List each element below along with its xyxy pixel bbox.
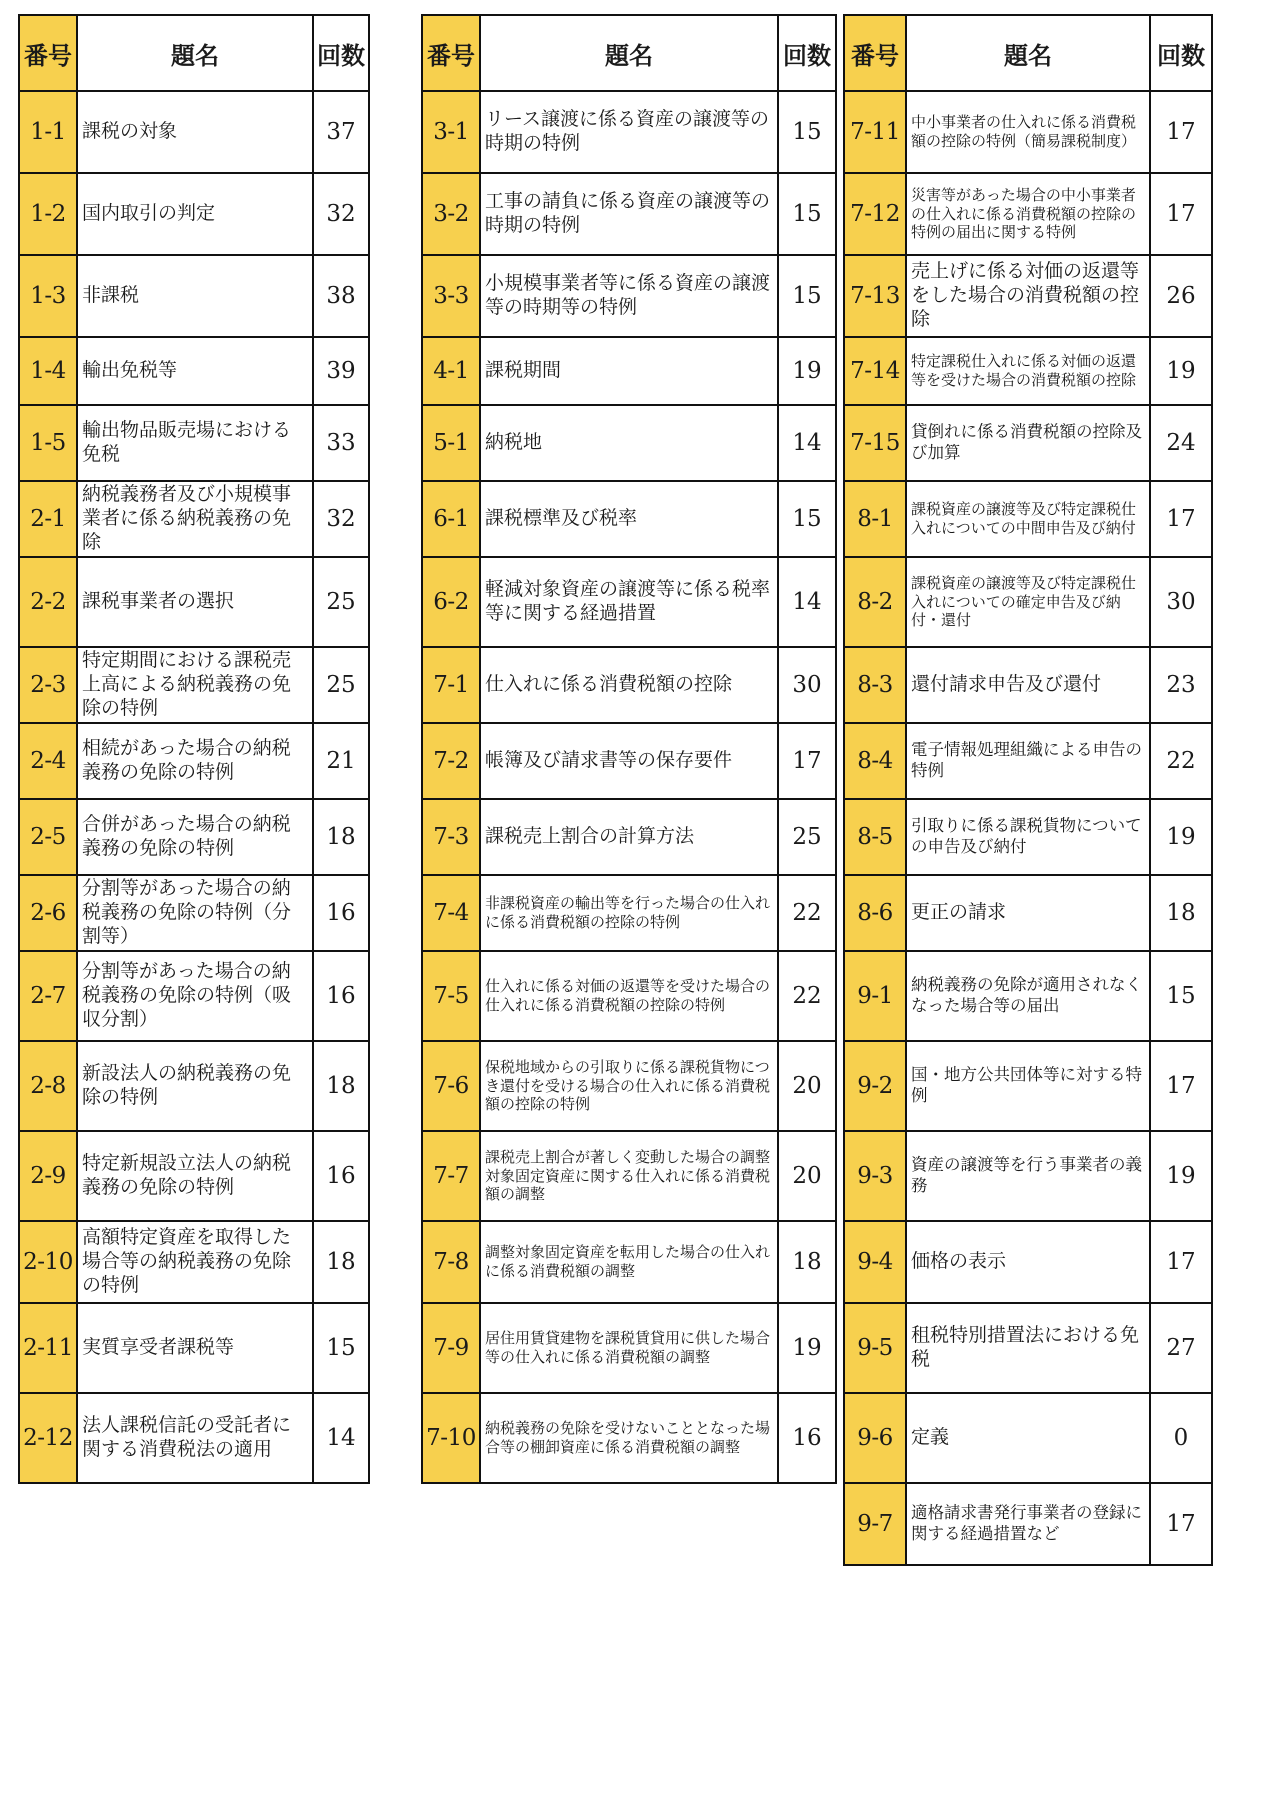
row-number: 1-5 [19,405,77,481]
topics-table [421,14,837,1484]
row-title: 資産の譲渡等を行う事業者の義務 [906,1131,1150,1221]
row-title: 相続があった場合の納税義務の免除の特例 [77,723,313,799]
table-row [422,647,836,723]
row-count: 17 [778,723,836,799]
row-count: 27 [1150,1303,1212,1393]
row-count: 15 [778,173,836,255]
table-row [844,1131,1212,1221]
row-count: 17 [1150,91,1212,173]
table-row [19,1303,369,1393]
row-number: 2-7 [19,951,77,1041]
row-number: 1-2 [19,173,77,255]
row-count: 30 [1150,557,1212,647]
table-row [422,91,836,173]
row-title: 災害等があった場合の中小事業者の仕入れに係る消費税額の控除の特例の届出に関する特例 [906,173,1150,255]
row-number: 8-3 [844,647,906,723]
row-count: 16 [313,951,369,1041]
row-title: 還付請求申告及び還付 [906,647,1150,723]
row-number: 5-1 [422,405,480,481]
table-row [19,173,369,255]
row-number: 2-12 [19,1393,77,1483]
row-count: 19 [778,337,836,405]
table-row [19,337,369,405]
table-row [422,723,836,799]
table-column-1 [18,14,370,1484]
row-number: 3-3 [422,255,480,337]
row-title: 非課税資産の輸出等を行った場合の仕入れに係る消費税額の控除の特例 [480,875,778,951]
row-number: 3-2 [422,173,480,255]
row-number: 7-7 [422,1131,480,1221]
table-row [19,951,369,1041]
row-count: 17 [1150,1221,1212,1303]
row-count: 32 [313,173,369,255]
row-number: 2-11 [19,1303,77,1393]
row-number: 2-3 [19,647,77,723]
row-number: 7-4 [422,875,480,951]
row-count: 24 [1150,405,1212,481]
row-number: 9-5 [844,1303,906,1393]
row-title: 課税標準及び税率 [480,481,778,557]
table-row [19,723,369,799]
row-number: 2-1 [19,481,77,557]
row-title: 租税特別措置法における免税 [906,1303,1150,1393]
table-row [844,337,1212,405]
row-title: 価格の表示 [906,1221,1150,1303]
row-number: 7-13 [844,255,906,337]
row-title: 帳簿及び請求書等の保存要件 [480,723,778,799]
row-number: 6-2 [422,557,480,647]
row-title: 納税地 [480,405,778,481]
table-row [19,1131,369,1221]
table-row [422,405,836,481]
row-title: 合併があった場合の納税義務の免除の特例 [77,799,313,875]
row-count: 18 [313,1221,369,1303]
table-row [422,1393,836,1483]
row-title: 特定課税仕入れに係る対価の返還等を受けた場合の消費税額の控除 [906,337,1150,405]
row-number: 1-4 [19,337,77,405]
table-row [19,405,369,481]
header-count: 回数 [313,15,369,91]
table-column-3 [843,14,1213,1566]
row-count: 22 [1150,723,1212,799]
table-row [19,557,369,647]
row-count: 25 [778,799,836,875]
table-row [844,91,1212,173]
topics-table [843,14,1213,1566]
row-number: 9-3 [844,1131,906,1221]
header-title: 題名 [906,15,1150,91]
row-title: 工事の請負に係る資産の譲渡等の時期の特例 [480,173,778,255]
row-count: 14 [778,405,836,481]
row-number: 9-6 [844,1393,906,1483]
row-title: 課税資産の譲渡等及び特定課税仕入れについての中間申告及び納付 [906,481,1150,557]
table-row [844,557,1212,647]
row-number: 3-1 [422,91,480,173]
table-row [422,951,836,1041]
row-count: 18 [313,799,369,875]
topics-table [18,14,370,1484]
row-title: 新設法人の納税義務の免除の特例 [77,1041,313,1131]
row-number: 9-4 [844,1221,906,1303]
row-count: 30 [778,647,836,723]
table-row [844,951,1212,1041]
row-count: 19 [1150,1131,1212,1221]
row-number: 7-11 [844,91,906,173]
row-number: 7-10 [422,1393,480,1483]
row-number: 8-1 [844,481,906,557]
row-title: 課税の対象 [77,91,313,173]
row-title: 更正の請求 [906,875,1150,951]
table-row [844,173,1212,255]
header-number: 番号 [422,15,480,91]
table-row [422,1041,836,1131]
row-number: 7-15 [844,405,906,481]
row-number: 9-2 [844,1041,906,1131]
row-count: 19 [1150,337,1212,405]
table-row [844,255,1212,337]
table-row [844,1041,1212,1131]
table-row [844,647,1212,723]
table-row [422,481,836,557]
row-title: 特定期間における課税売上高による納税義務の免除の特例 [77,647,313,723]
row-number: 9-7 [844,1483,906,1565]
row-title: 引取りに係る課税貨物についての申告及び納付 [906,799,1150,875]
row-title: 分割等があった場合の納税義務の免除の特例（分割等） [77,875,313,951]
row-count: 15 [778,481,836,557]
table-row [19,1041,369,1131]
row-number: 9-1 [844,951,906,1041]
row-title: 非課税 [77,255,313,337]
row-title: 調整対象固定資産を転用した場合の仕入れに係る消費税額の調整 [480,1221,778,1303]
table-row [422,1221,836,1303]
table-row [422,1131,836,1221]
row-number: 8-4 [844,723,906,799]
row-count: 16 [778,1393,836,1483]
table-row [844,723,1212,799]
row-title: 納税義務者及び小規模事業者に係る納税義務の免除 [77,481,313,557]
row-count: 32 [313,481,369,557]
row-count: 18 [1150,875,1212,951]
row-title: 貸倒れに係る消費税額の控除及び加算 [906,405,1150,481]
row-title: 課税事業者の選択 [77,557,313,647]
header-number: 番号 [19,15,77,91]
table-row [19,875,369,951]
row-number: 7-2 [422,723,480,799]
table-row [422,173,836,255]
table-header-row [19,15,369,91]
row-title: 納税義務の免除を受けないこととなった場合等の棚卸資産に係る消費税額の調整 [480,1393,778,1483]
row-title: 定義 [906,1393,1150,1483]
table-row [19,255,369,337]
row-number: 1-1 [19,91,77,173]
table-row [422,875,836,951]
row-title: リース譲渡に係る資産の譲渡等の時期の特例 [480,91,778,173]
row-count: 16 [313,875,369,951]
row-count: 18 [313,1041,369,1131]
row-count: 39 [313,337,369,405]
row-count: 17 [1150,1041,1212,1131]
row-count: 14 [778,557,836,647]
table-row [844,1221,1212,1303]
row-title: 国内取引の判定 [77,173,313,255]
row-number: 2-8 [19,1041,77,1131]
row-count: 26 [1150,255,1212,337]
row-number: 7-6 [422,1041,480,1131]
row-title: 分割等があった場合の納税義務の免除の特例（吸収分割） [77,951,313,1041]
row-count: 17 [1150,1483,1212,1565]
row-count: 25 [313,647,369,723]
header-title: 題名 [77,15,313,91]
row-count: 15 [1150,951,1212,1041]
row-count: 22 [778,875,836,951]
row-count: 18 [778,1221,836,1303]
table-row [422,799,836,875]
row-title: 仕入れに係る消費税額の控除 [480,647,778,723]
row-number: 7-5 [422,951,480,1041]
row-number: 8-2 [844,557,906,647]
table-row [844,875,1212,951]
row-number: 7-14 [844,337,906,405]
row-title: 課税売上割合の計算方法 [480,799,778,875]
row-title: 輸出物品販売場における免税 [77,405,313,481]
table-row [844,1303,1212,1393]
table-row [422,255,836,337]
row-count: 16 [313,1131,369,1221]
table-column-2 [421,14,837,1484]
row-number: 2-6 [19,875,77,951]
table-row [19,799,369,875]
row-count: 37 [313,91,369,173]
row-count: 38 [313,255,369,337]
row-title: 特定新規設立法人の納税義務の免除の特例 [77,1131,313,1221]
row-count: 19 [1150,799,1212,875]
row-title: 中小事業者の仕入れに係る消費税額の控除の特例（簡易課税制度） [906,91,1150,173]
row-title: 小規模事業者等に係る資産の譲渡等の時期等の特例 [480,255,778,337]
row-count: 15 [778,255,836,337]
table-row [19,1393,369,1483]
row-title: 仕入れに係る対価の返還等を受けた場合の仕入れに係る消費税額の控除の特例 [480,951,778,1041]
row-number: 8-5 [844,799,906,875]
row-count: 20 [778,1131,836,1221]
row-title: 国・地方公共団体等に対する特例 [906,1041,1150,1131]
row-title: 納税義務の免除が適用されなくなった場合等の届出 [906,951,1150,1041]
row-number: 1-3 [19,255,77,337]
row-number: 8-6 [844,875,906,951]
row-count: 15 [313,1303,369,1393]
row-title: 課税期間 [480,337,778,405]
header-count: 回数 [778,15,836,91]
row-number: 7-3 [422,799,480,875]
table-row [422,1303,836,1393]
header-count: 回数 [1150,15,1212,91]
row-number: 2-10 [19,1221,77,1303]
table-row [844,1483,1212,1565]
row-number: 2-4 [19,723,77,799]
row-count: 15 [778,91,836,173]
row-number: 7-12 [844,173,906,255]
row-count: 17 [1150,481,1212,557]
row-count: 23 [1150,647,1212,723]
row-title: 軽減対象資産の譲渡等に係る税率等に関する経過措置 [480,557,778,647]
table-row [422,557,836,647]
row-title: 課税資産の譲渡等及び特定課税仕入れについての確定申告及び納付・還付 [906,557,1150,647]
row-number: 7-9 [422,1303,480,1393]
row-title: 居住用賃貸建物を課税賃貸用に供した場合等の仕入れに係る消費税額の調整 [480,1303,778,1393]
row-title: 輸出免税等 [77,337,313,405]
table-row [844,405,1212,481]
table-row [19,91,369,173]
row-count: 22 [778,951,836,1041]
row-count: 17 [1150,173,1212,255]
table-row [844,481,1212,557]
row-title: 適格請求書発行事業者の登録に関する経過措置など [906,1483,1150,1565]
table-row [844,1393,1212,1483]
row-count: 25 [313,557,369,647]
row-number: 4-1 [422,337,480,405]
header-number: 番号 [844,15,906,91]
row-number: 7-8 [422,1221,480,1303]
table-row [19,481,369,557]
row-count: 19 [778,1303,836,1393]
row-title: 実質享受者課税等 [77,1303,313,1393]
row-count: 33 [313,405,369,481]
table-row [844,799,1212,875]
row-title: 法人課税信託の受託者に関する消費税法の適用 [77,1393,313,1483]
header-title: 題名 [480,15,778,91]
row-count: 21 [313,723,369,799]
row-title: 保税地域からの引取りに係る課税貨物につき還付を受ける場合の仕入れに係る消費税額の控除の特例 [480,1041,778,1131]
row-title: 売上げに係る対価の返還等をした場合の消費税額の控除 [906,255,1150,337]
row-count: 14 [313,1393,369,1483]
table-header-row [844,15,1212,91]
row-number: 2-2 [19,557,77,647]
table-row [19,1221,369,1303]
row-count: 20 [778,1041,836,1131]
row-number: 6-1 [422,481,480,557]
row-number: 2-9 [19,1131,77,1221]
row-number: 7-1 [422,647,480,723]
row-title: 高額特定資産を取得した場合等の納税義務の免除の特例 [77,1221,313,1303]
row-title: 課税売上割合が著しく変動した場合の調整対象固定資産に関する仕入れに係る消費税額の調整 [480,1131,778,1221]
row-title: 電子情報処理組織による申告の特例 [906,723,1150,799]
table-row [422,337,836,405]
row-count: 0 [1150,1393,1212,1483]
table-row [19,647,369,723]
table-header-row [422,15,836,91]
row-number: 2-5 [19,799,77,875]
